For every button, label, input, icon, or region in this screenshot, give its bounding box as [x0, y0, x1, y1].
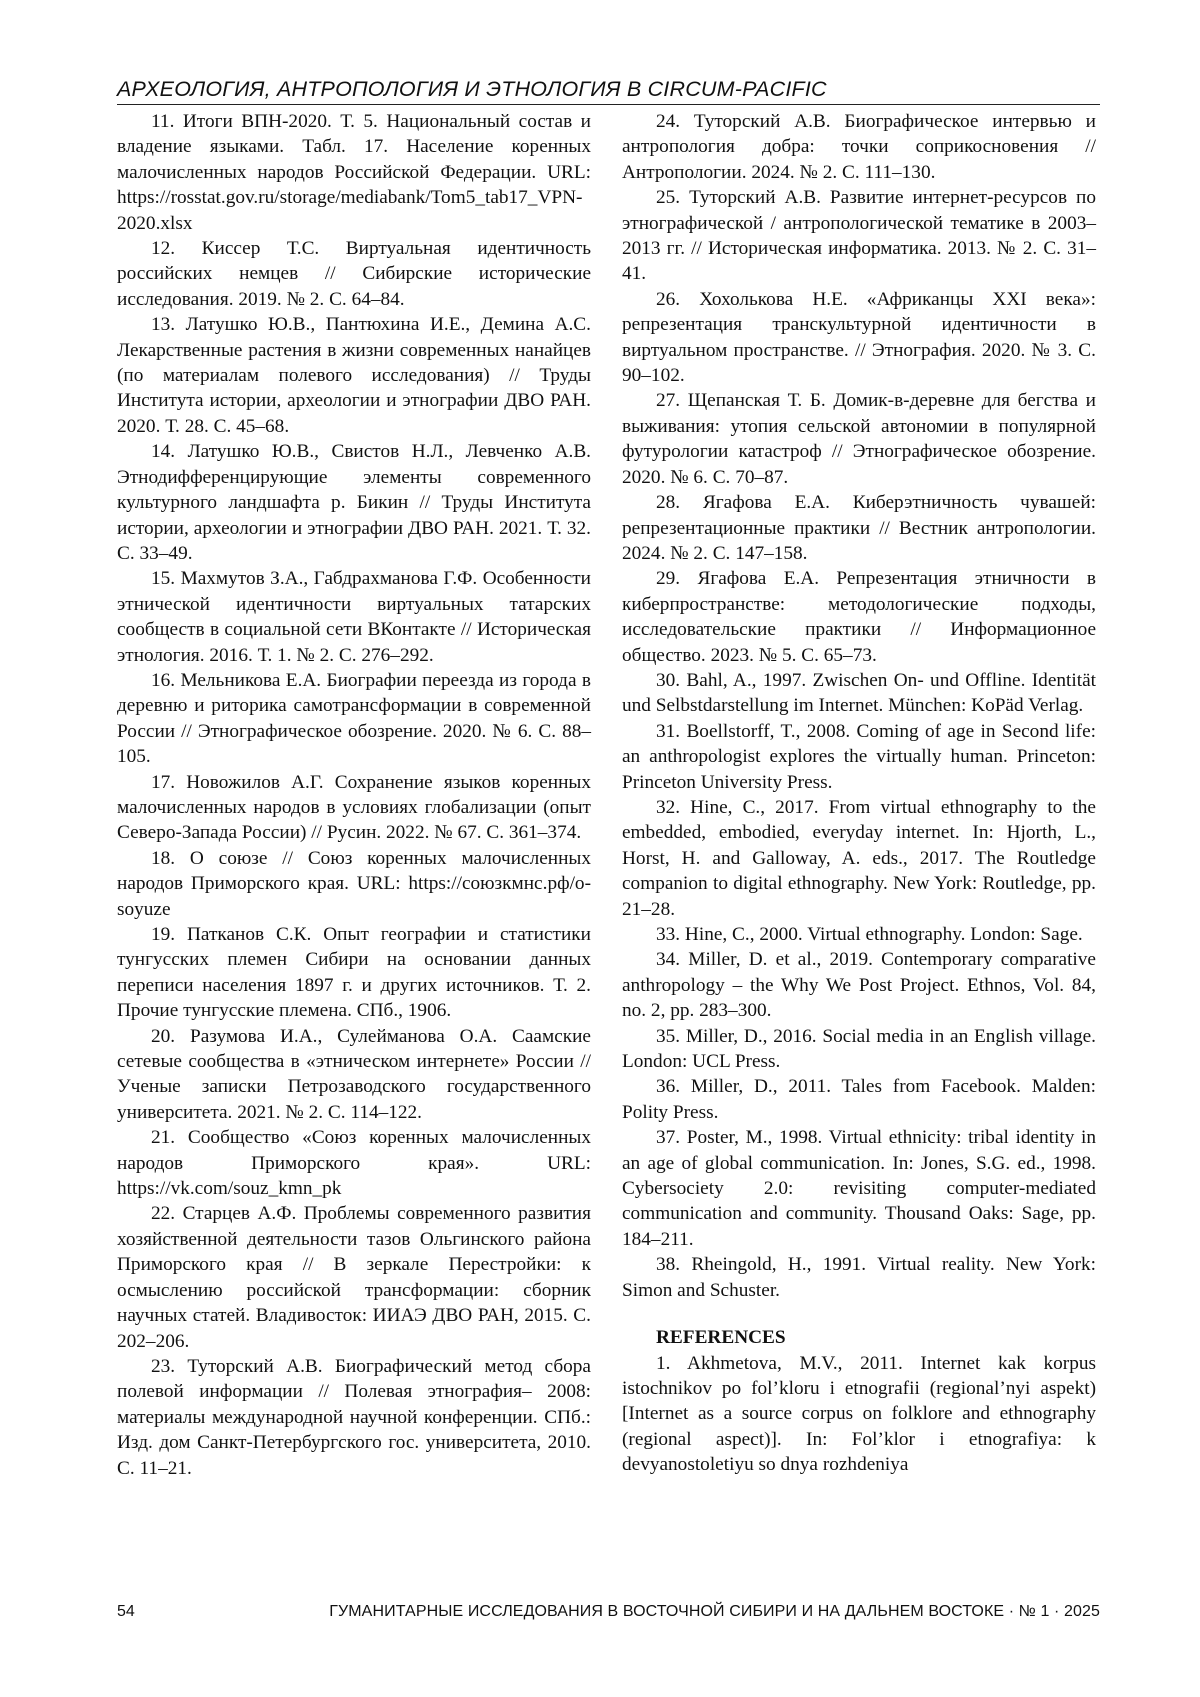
reference-item: 34. Miller, D. et al., 2019. Contemporary comparative anthropology – the Why We Post Project. Ethnos, Vol. 84, no. 2, pp. 283–300.	[622, 949, 1096, 1022]
reference-item: 1. Akhmetova, M.V., 2011. Internet kak korpus istochnikov po fol’kloru i etnografii (regional’nyi aspekt) [Internet as a source corpus on folklore and ethnography (regional aspect)]. In: Fol’klor i etnografiya: k devyanostoletiyu so dnya rozhdeniya	[622, 1352, 1096, 1476]
reference-item: 32. Hine, C., 2017. From virtual ethnography to the embedded, embodied, everyday internet. In: Hjorth, L., Horst, H. and Galloway, A. eds., 2017. The Routledge companion to digital ethnography. New York: Routledge, pp. 21–28.	[622, 796, 1096, 920]
reference-item: 12. Киссер Т.С. Виртуальная идентичность российских немцев // Сибирские исторические исследования. 2019. № 2. С. 64–84.	[117, 238, 591, 310]
reference-item: 29. Ягафова Е.А. Репрезентация этничности в киберпространстве: методологические подходы, исследовательские практики // Информационное общество. 2023. № 5. С. 65–73.	[622, 568, 1096, 666]
reference-item: 16. Мельникова Е.А. Биографии переезда из города в деревню и риторика самотрансформации в современной России // Этнографическое обозрение. 2020. № 6. С. 88–105.	[117, 669, 591, 768]
reference-item: 22. Старцев А.Ф. Проблемы современного развития хозяйственной деятельности тазов Ольгинского района Приморского края // В зеркале Перестройки: к осмыслению российской трансформации: сборник научных статей. Владивосток: ИИАЭ ДВО РАН, 2015. С. 202–206.	[117, 1203, 591, 1352]
page-footer	[117, 1600, 1100, 1624]
reference-item: 21. Сообщество «Союз коренных малочисленных народов Приморского края». URL: https://vk.com/souz_kmn_pk	[117, 1127, 591, 1200]
reference-item: 17. Новожилов А.Г. Сохранение языков коренных малочисленных народов в условиях глобализации (опыт Северо-Запада России) // Русин. 2022. № 67. С. 361–374.	[117, 771, 591, 844]
reference-item: 23. Туторский А.В. Биографический метод сбора полевой информации // Полевая этнография– 2008: материалы международной научной конференции. СПб.: Изд. дом Санкт-Петербургского гос. университета, 2010. С. 11–21.	[117, 1355, 591, 1479]
reference-item: 18. О союзе // Союз коренных малочисленных народов Приморского края. URL: https://союзкмнс.рф/o-soyuze	[117, 847, 591, 920]
reference-item: 15. Махмутов З.А., Габдрахманова Г.Ф. Особенности этнической идентичности виртуальных татарских сообществ в социальной сети ВКонтакте // Историческая этнология. 2016. Т. 1. № 2. С. 276–292.	[117, 568, 591, 666]
reference-item: 30. Bahl, A., 1997. Zwischen On- und Offline. Identität und Selbstdarstellung im Internet. München: KoPäd Verlag.	[622, 669, 1096, 717]
left-column	[117, 109, 591, 1481]
reference-item: 26. Хохолькова Н.Е. «Африканцы XXI века»: репрезентация транскультурной идентичности в виртуальном пространстве. // Этнография. 2020. № 3. С. 90–102.	[622, 288, 1096, 387]
references-heading: REFERENCES	[656, 1327, 786, 1349]
reference-item: 33. Hine, C., 2000. Virtual ethnography. London: Sage.	[656, 924, 1083, 945]
reference-item: 14. Латушко Ю.В., Свистов Н.Л., Левченко А.В. Этнодифференцирующие элементы современного культурного ландшафта р. Бикин // Труды Института истории, археологии и этнографии ДВО РАН. 2021. Т. 32. С. 33–49.	[117, 441, 591, 564]
reference-item: 28. Ягафова Е.А. Киберэтничность чувашей: репрезентационные практики // Вестник антропологии. 2024. № 2. С. 147–158.	[622, 492, 1096, 564]
reference-item: 36. Miller, D., 2011. Tales from Facebook. Malden: Polity Press.	[622, 1076, 1096, 1123]
reference-item: 27. Щепанская Т. Б. Домик-в-деревне для бегства и выживания: утопия сельской автономии в популярной футурологии катастроф // Этнографическое обозрение. 2020. № 6. С. 70–87.	[622, 390, 1096, 488]
header-divider	[117, 104, 1100, 105]
reference-item: 38. Rheingold, H., 1991. Virtual reality. New York: Simon and Schuster.	[622, 1254, 1096, 1301]
right-column	[622, 109, 1096, 1478]
journal-title-footer: ГУМАНИТАРНЫЕ ИССЛЕДОВАНИЯ В ВОСТОЧНОЙ СИБИРИ И НА ДАЛЬНЕМ ВОСТОКЕ · № 1 · 2025	[329, 1603, 1100, 1620]
journal-section-header: АРХЕОЛОГИЯ, АНТРОПОЛОГИЯ И ЭТНОЛОГИЯ В CIRCUM-PACIFIC	[117, 77, 827, 101]
page-number: 54	[117, 1603, 135, 1620]
reference-item: 20. Разумова И.А., Сулейманова О.А. Саамские сетевые сообщества в «этническом интернете» России // Ученые записки Петрозаводского государственного университета. 2021. № 2. С. 114–122.	[117, 1025, 591, 1123]
reference-item: 35. Miller, D., 2016. Social media in an English village. London: UCL Press.	[622, 1025, 1096, 1073]
reference-item: 13. Латушко Ю.В., Пантюхина И.Е., Демина А.С. Лекарственные растения в жизни современных нанайцев (по материалам полевого исследования) // Труды Института истории, археологии и этнографии ДВО РАН. 2020. Т. 28. С. 45–68.	[117, 314, 591, 437]
reference-item: 37. Poster, M., 1998. Virtual ethnicity: tribal identity in an age of global communication. In: Jones, S.G. ed., 1998. Cybersociety 2.0: revisiting computer-mediated communication and community. Thousand Oaks: Sage, pp. 184–211.	[622, 1127, 1096, 1250]
reference-item: 19. Патканов С.К. Опыт географии и статистики тунгусских племен Сибири на основании данных переписи населения 1897 г. и других источников. Т. 2. Прочие тунгусские племена. СПб., 1906.	[117, 924, 591, 1022]
reference-item: 25. Туторский А.В. Развитие интернет-ресурсов по этнографической / антропологической тематике в 2003–2013 гг. // Историческая информатика. 2013. № 2. С. 31–41.	[622, 187, 1096, 285]
reference-item: 11. Итоги ВПН-2020. Т. 5. Национальный состав и владение языками. Табл. 17. Население коренных малочисленных народов Российской Федерации. URL: https://rosstat.gov.ru/storage/mediabank/Tom5_tab17_VPN-2020.xlsx	[117, 111, 591, 234]
reference-item: 24. Туторский А.В. Биографическое интервью и антропология добра: точки соприкосновения // Антропологии. 2024. № 2. С. 111–130.	[622, 111, 1096, 183]
reference-item: 31. Boellstorff, T., 2008. Coming of age in Second life: an anthropologist explores the virtually human. Princeton: Princeton University Press.	[622, 720, 1096, 793]
